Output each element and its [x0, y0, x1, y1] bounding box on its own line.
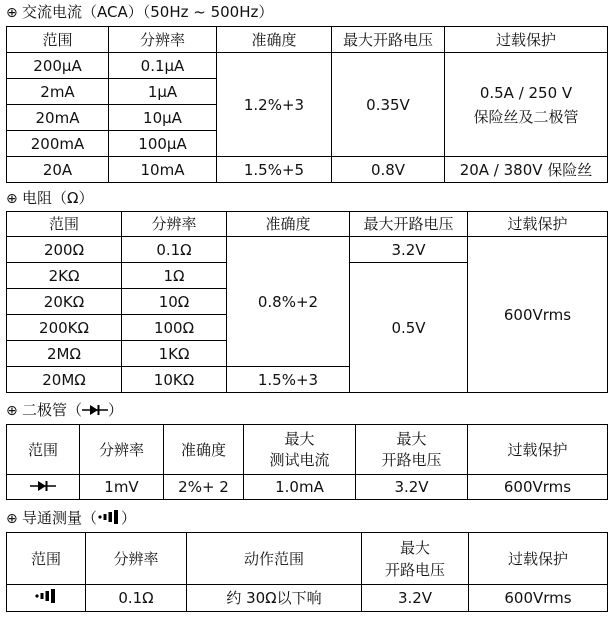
resolution-cell: 1KΩ	[122, 341, 227, 367]
overload-line-1: 0.5A / 250 V	[479, 83, 573, 102]
range-cell: 200mA	[7, 131, 109, 157]
action-range-cell: 约 30Ω以下响	[187, 585, 362, 612]
range-cell: 200μA	[7, 53, 109, 79]
aca-heading	[6, 2, 273, 23]
header-max-voltage	[362, 533, 469, 585]
diode-heading-text: 二极管（	[22, 401, 83, 419]
range-cell: 200KΩ	[7, 315, 122, 341]
diode-heading-close: ）	[108, 401, 124, 419]
table-row	[7, 475, 608, 500]
max-voltage-cell: 3.2V	[362, 585, 469, 612]
accuracy-cell: 2%+ 2	[164, 475, 244, 500]
table-row	[7, 585, 608, 612]
buzzer-icon	[97, 509, 121, 529]
header-line-2: 测试电流	[269, 450, 330, 469]
table-header-row	[7, 425, 608, 475]
continuity-table	[6, 532, 608, 612]
ohm-heading	[6, 188, 93, 209]
header-max-voltage: 最大开路电压	[350, 212, 468, 237]
diode-icon	[30, 478, 56, 496]
range-cell: 2KΩ	[7, 263, 122, 289]
range-cell: 20A	[7, 157, 109, 183]
max-voltage-cell: 0.35V	[332, 53, 445, 157]
continuity-heading-text: 导通测量（	[22, 509, 98, 527]
resolution-cell: 10KΩ	[122, 367, 227, 393]
ohm-heading-text: 电阻（Ω）	[22, 189, 94, 207]
range-cell	[7, 475, 80, 500]
header-overload: 过载保护	[445, 27, 608, 53]
header-resolution: 分辨率	[80, 425, 164, 475]
overload-cell: 600Vrms	[468, 475, 608, 500]
table-row	[7, 237, 608, 263]
table-row	[7, 53, 608, 79]
continuity-heading	[6, 508, 136, 529]
header-resolution: 分辨率	[122, 212, 227, 237]
resolution-cell: 0.1Ω	[86, 585, 187, 612]
range-cell: 2MΩ	[7, 341, 122, 367]
resolution-cell: 100μA	[109, 131, 217, 157]
resolution-cell: 10μA	[109, 105, 217, 131]
test-current-cell: 1.0mA	[244, 475, 356, 500]
header-range: 范围	[7, 425, 80, 475]
overload-line-2: 保险丝及二极管	[473, 107, 579, 126]
bullet-icon: ⊕	[6, 5, 18, 21]
resolution-cell: 1Ω	[122, 263, 227, 289]
header-overload: 过载保护	[468, 212, 608, 237]
resolution-cell: 100Ω	[122, 315, 227, 341]
header-max-voltage	[356, 425, 468, 475]
header-range: 范围	[7, 27, 109, 53]
table-header-row	[7, 27, 608, 53]
range-cell	[7, 585, 86, 612]
header-range: 范围	[7, 533, 86, 585]
range-cell: 200Ω	[7, 237, 122, 263]
header-line-1: 最大	[396, 429, 427, 448]
accuracy-cell: 1.2%+3	[217, 53, 332, 157]
header-line-2: 开路电压	[381, 450, 442, 469]
aca-heading-text: 交流电流（ACA）（50Hz ~ 500Hz）	[22, 3, 274, 21]
header-max-test-current	[244, 425, 356, 475]
buzzer-icon	[34, 589, 58, 607]
header-overload: 过载保护	[468, 425, 608, 475]
resolution-cell: 0.1μA	[109, 53, 217, 79]
table-row	[7, 157, 608, 183]
table-header-row	[7, 212, 608, 237]
aca-table	[6, 26, 608, 183]
continuity-heading-close: ）	[121, 509, 137, 527]
overload-cell	[445, 53, 608, 157]
bullet-icon: ⊕	[6, 403, 18, 419]
header-accuracy: 准确度	[227, 212, 350, 237]
range-cell: 2mA	[7, 79, 109, 105]
range-cell: 20MΩ	[7, 367, 122, 393]
header-resolution: 分辨率	[86, 533, 187, 585]
diode-heading	[6, 400, 123, 421]
header-accuracy: 准确度	[217, 27, 332, 53]
overload-cell: 20A / 380V 保险丝	[445, 157, 608, 183]
ohm-table	[6, 211, 608, 393]
range-cell: 20mA	[7, 105, 109, 131]
max-voltage-cell: 0.8V	[332, 157, 445, 183]
accuracy-cell: 0.8%+2	[227, 237, 350, 367]
resolution-cell: 1mV	[80, 475, 164, 500]
overload-cell: 600Vrms	[468, 237, 608, 393]
range-cell: 20KΩ	[7, 289, 122, 315]
max-voltage-cell: 3.2V	[350, 237, 468, 263]
resolution-cell: 10mA	[109, 157, 217, 183]
accuracy-cell: 1.5%+5	[217, 157, 332, 183]
overload-cell: 600Vrms	[469, 585, 608, 612]
header-action-range: 动作范围	[187, 533, 362, 585]
diode-table	[6, 424, 608, 500]
header-line-1: 最大	[284, 429, 315, 448]
max-voltage-cell: 3.2V	[356, 475, 468, 500]
diode-icon	[82, 401, 108, 421]
header-accuracy: 准确度	[164, 425, 244, 475]
resolution-cell: 1μA	[109, 79, 217, 105]
resolution-cell: 10Ω	[122, 289, 227, 315]
header-line-2: 开路电压	[384, 560, 445, 579]
resolution-cell: 0.1Ω	[122, 237, 227, 263]
accuracy-cell: 1.5%+3	[227, 367, 350, 393]
header-resolution: 分辨率	[109, 27, 217, 53]
bullet-icon: ⊕	[6, 191, 18, 207]
bullet-icon: ⊕	[6, 511, 18, 527]
max-voltage-cell: 0.5V	[350, 263, 468, 393]
header-range: 范围	[7, 212, 122, 237]
header-overload: 过载保护	[469, 533, 608, 585]
header-max-voltage: 最大开路电压	[332, 27, 445, 53]
header-line-1: 最大	[399, 538, 430, 557]
table-header-row	[7, 533, 608, 585]
